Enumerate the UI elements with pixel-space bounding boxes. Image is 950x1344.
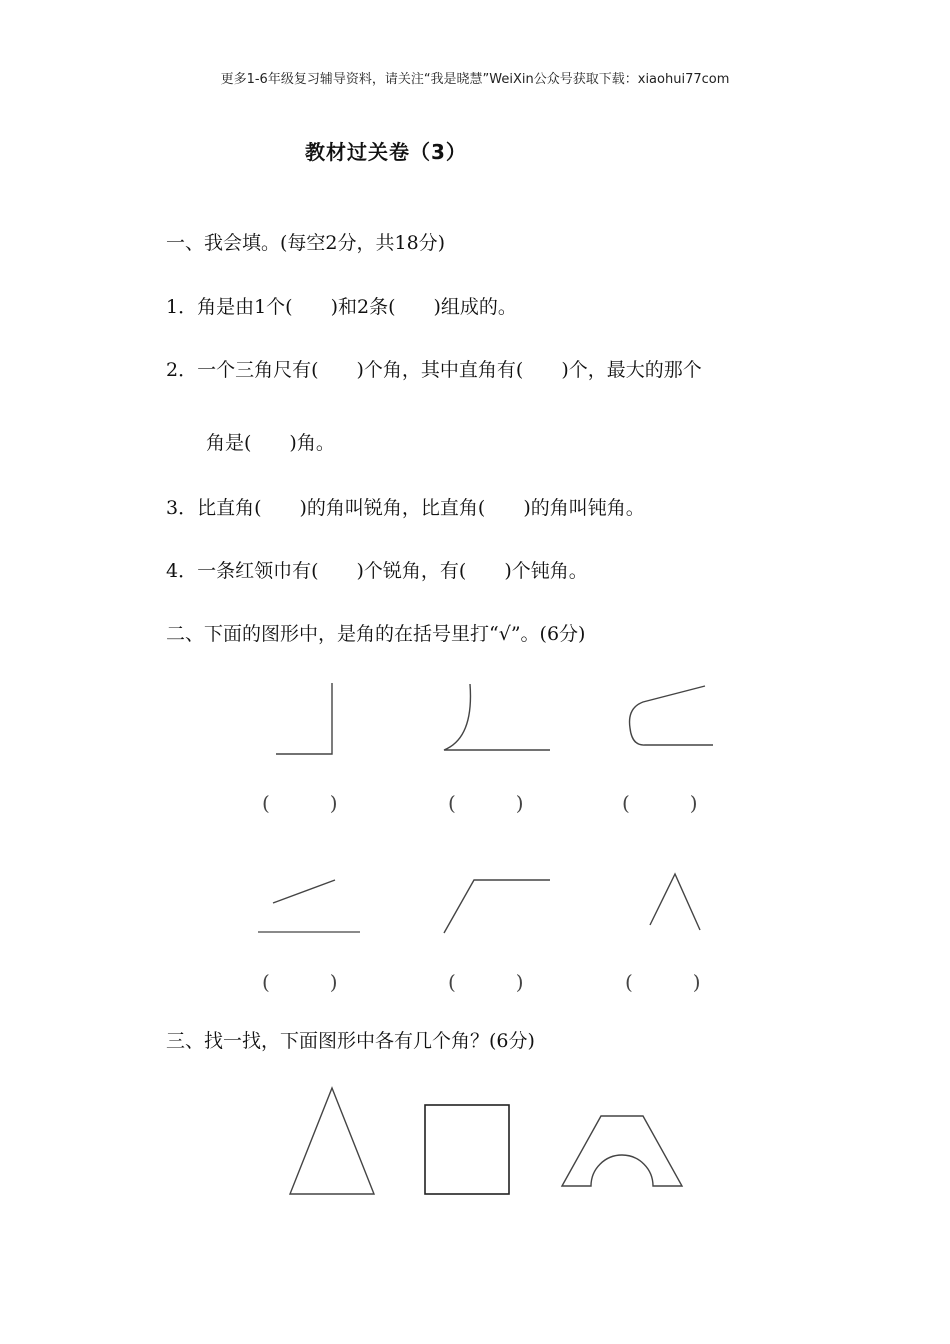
figure-rounded-angle [625, 680, 720, 755]
figure-acute-angle [645, 868, 707, 934]
figure-obtuse-angle [440, 875, 555, 937]
question-2-line1: 2．一个三角尺有( )个角，其中直角有( )个，最大的那个 [166, 359, 702, 381]
figure-square [420, 1100, 515, 1200]
section3-heading: 三、找一找，下面图形中各有几个角？(6分) [166, 1030, 535, 1052]
question-1: 1．角是由1个( )和2条( )组成的。 [166, 296, 517, 318]
figure-triangle [285, 1082, 380, 1200]
answer-blank-2[interactable]: ( ) [448, 791, 524, 815]
page-header: 更多1-6年级复习辅导资料，请关注“我是晓慧”WeiXin公众号获取下载：xiaohui77com [220, 72, 730, 87]
answer-blank-5[interactable]: ( ) [448, 970, 524, 994]
question-3: 3．比直角( )的角叫锐角，比直角( )的角叫钝角。 [166, 497, 645, 519]
figure-arch-shape [555, 1108, 690, 1193]
section1-heading: 一、我会填。(每空2分，共18分) [166, 232, 446, 254]
page-title: 教材过关卷（3） [305, 140, 467, 164]
question-4: 4．一条红领巾有( )个锐角，有( )个钝角。 [166, 560, 588, 582]
figure-right-angle [270, 680, 340, 760]
answer-blank-1[interactable]: ( ) [262, 791, 338, 815]
question-2-line2: 角是( )角。 [206, 432, 335, 454]
answer-blank-6[interactable]: ( ) [625, 970, 701, 994]
figure-curved-angle [440, 680, 555, 760]
section2-heading: 二、下面的图形中，是角的在括号里打“√”。(6分) [166, 623, 586, 645]
answer-blank-3[interactable]: ( ) [622, 791, 698, 815]
answer-blank-4[interactable]: ( ) [262, 970, 338, 994]
figure-open-lines [255, 875, 365, 940]
